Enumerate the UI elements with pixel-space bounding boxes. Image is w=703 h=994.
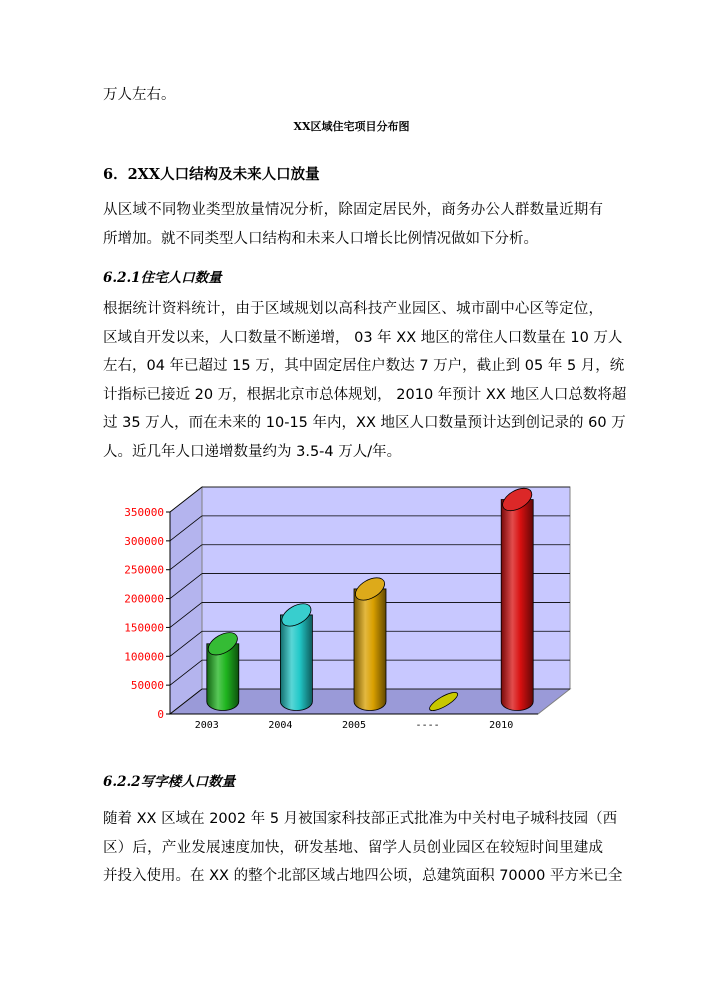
subsection1-heading: 6.2.1住宅人口数量 <box>103 270 222 286</box>
para-line: 根据统计资料统计，由于区域规划以高科技产业园区、城市副中心区等定位， <box>103 301 603 317</box>
para-line: 过 35 万人，而在未来的 10-15 年内，XX 地区人口数量预计达到创记录的 60 万 <box>103 415 626 432</box>
para-line: 区域自开发以来，人口数量不断递增， 03 年 XX 地区的常住人口数量在 10 万人 <box>103 329 623 346</box>
para-line: 所增加。就不同类型人口结构和未来人口增长比例情况做如下分析。 <box>103 230 538 247</box>
para-line: 并投入使用。在 XX 的整个北部区域占地四公顷，总建筑面积 70000 平方米已全 <box>103 868 623 885</box>
para-line: 区）后，产业发展速度加快，研发基地、留学人员创业园区在较短时间里建成 <box>103 839 603 856</box>
y-tick-label: 150000 <box>124 621 164 635</box>
chart-side-wall <box>170 487 202 714</box>
para-line: 计指标已接近 20 万，根据北京市总体规划， 2010 年预计 XX 地区人口总数将超 <box>103 386 627 403</box>
y-tick-label: 100000 <box>124 650 164 664</box>
x-tick-label: 2004 <box>268 720 293 731</box>
bar-cylinder-body <box>280 615 312 711</box>
y-tick-label: 0 <box>157 708 164 721</box>
para-line: 随着 XX 区域在 2002 年 5 月被国家科技部正式批准为中关村电子城科技园（西 <box>103 811 618 827</box>
subsection2-paragraph <box>103 805 623 891</box>
bar-cylinder-body <box>501 500 533 711</box>
figure-caption: XX区域住宅项目分布图 <box>293 120 410 133</box>
y-tick-label: 50000 <box>130 679 164 693</box>
x-tick-label: ---- <box>415 720 440 731</box>
y-tick-label: 350000 <box>124 506 164 519</box>
section-paragraph <box>103 196 603 253</box>
subsection2-heading: 6.2.2写字楼人口数量 <box>103 774 236 790</box>
intro-tail: 万人左右。 <box>103 87 176 103</box>
x-tick-label: 2003 <box>194 720 219 731</box>
para-line: 左右，04 年已超过 15 万，其中固定居住户数达 7 万户，截止到 05 年 5 月，统 <box>103 358 625 375</box>
section-heading: 6．2XX人口结构及未来人口放量 <box>103 166 320 183</box>
x-tick-label: 2010 <box>489 720 514 731</box>
y-tick-label: 300000 <box>124 534 164 548</box>
y-tick-label: 250000 <box>124 563 164 577</box>
subsection1-paragraph <box>103 295 627 467</box>
para-line: 从区域不同物业类型放量情况分析，除固定居民外，商务办公人群数量近期有 <box>103 202 603 218</box>
population-bar-chart <box>120 485 590 735</box>
x-tick-label: 2005 <box>341 720 367 731</box>
y-tick-label: 200000 <box>124 592 164 606</box>
bar-cylinder-body <box>354 589 386 711</box>
para-line: 人。近几年人口递增数量约为 3.5-4 万人/年。 <box>103 443 402 460</box>
